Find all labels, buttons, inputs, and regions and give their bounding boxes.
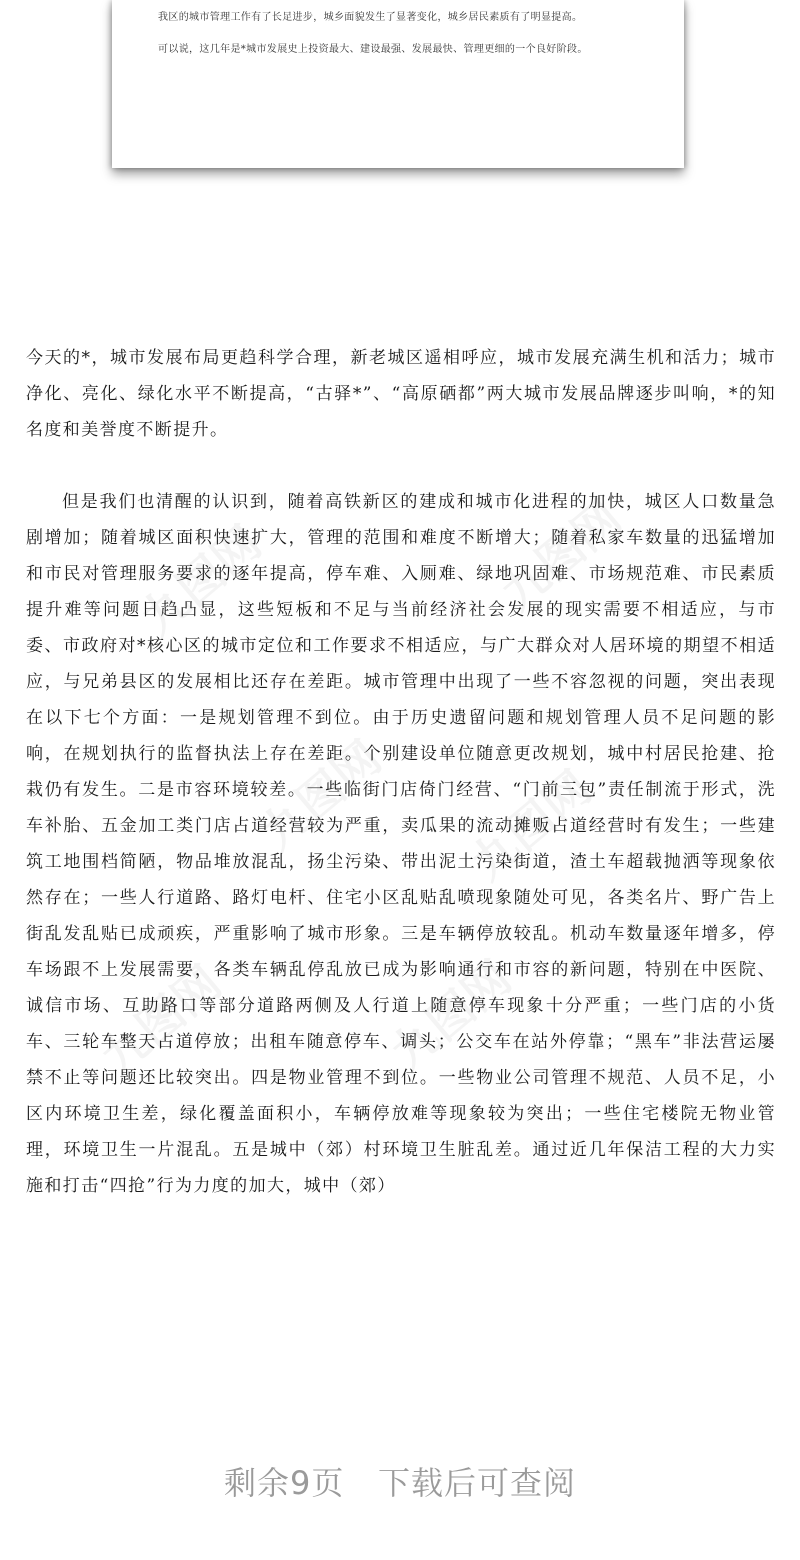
document-paragraph: 今天的*，城市发展布局更趋科学合理，新老城区遥相呼应，城市发展充满生机和活力；城市净化、亮化、绿化水平不断提高，“古驿*”、“高原硒都”两大城市发展品牌逐步叫响，*的知名度和美誉度不断提升。 bbox=[26, 348, 776, 440]
remaining-pages-label: 剩余9页 bbox=[224, 1464, 345, 1502]
watermark-logo: 九图网 bbox=[490, 490, 632, 621]
watermark-logo: 九图网 bbox=[380, 950, 522, 1081]
download-prompt-button[interactable] bbox=[0, 1458, 800, 1504]
watermark-logo: 九图网 bbox=[460, 760, 602, 891]
watermark-logo: 九图网 bbox=[250, 730, 392, 861]
document-paragraph: 但是我们也清醒的认识到，随着高铁新区的建成和城市化进程的加快，城区人口数量急剧增加；随着城区面积快速扩大，管理的范围和难度不断增大；随着私家车数量的迅猛增加和市民对管理服务要求的逐年提高，停车难、入厕难、绿地巩固难、市场规范难、市民素质提升难等问题日趋凸显，这些短板和不足与当前经济社会发展的现实需要不相适应，与市委、市政府对*核心区的城市定位和工作要求不相适应，与广大群众对人居环境的期望不相适应，与兄弟县区的发展相比还存在差距。城市管理中出现了一些不容忽视的问题，突出表现在以下七个方面：一是规划管理不到位。由于历史遗留问题和规划管理人员不足问题的影响，在规划执行的监督执法上存在差距。个别建设单位随意更改规划，城中村居民抢建、抢栽仍有发生。二是市容环境较差。一些临街门店倚门经营、“门前三包”责任制流于形式，洗车补胎、五金加工类门店占道经营较为严重，卖瓜果的流动摊贩占道经营时有发生；一些建筑工地围档简陋，物品堆放混乱，扬尘污染、带出泥土污染街道，渣土车超载抛洒等现象依然存在；一些人行道路、路灯电杆、住宅小区乱贴乱喷现象随处可见，各类名片、野广告上街乱发乱贴已成顽疾，严重影响了城市形象。三是车辆停放较乱。机动车数量逐年增多，停车场跟不上发展需要，各类车辆乱停乱放已成为影响通行和市容的新问题，特别在中医院、诚信市场、互助路口等部分道路两侧及人行道上随意停车现象十分严重；一些门店的小货车、三轮车整天占道停放；出租车随意停车、调头；公交车在站外停靠；“黑车”非法营运屡禁不止等问题还比较突出。四是物业管理不到位。一些物业公司管理不规范、人员不足，小区内环境卫生差，绿化覆盖面积小，车辆停放难等现象较为突出；一些住宅楼院无物业管理，环境卫生一片混乱。五是城中（郊）村环境卫生脏乱差。通过近几年保洁工程的大力实施和打击“四抢”行为力度的加大，城中（郊） bbox=[26, 492, 776, 1196]
preview-page-card bbox=[112, 0, 684, 168]
preview-text-line: 可以说，这几年是*城市发展史上投资最大、建设最强、发展最快、管理更细的一个良好阶段。 bbox=[158, 44, 588, 55]
preview-text-line: 我区的城市管理工作有了长足进步，城乡面貌发生了显著变化，城乡居民素质有了明显提高。 bbox=[158, 12, 583, 23]
watermark-logo: 九图网 bbox=[90, 955, 232, 1086]
download-to-view-label: 下载后可查阅 bbox=[377, 1464, 576, 1502]
document-body bbox=[26, 340, 776, 1204]
watermark-logo: 九图网 bbox=[130, 515, 272, 646]
